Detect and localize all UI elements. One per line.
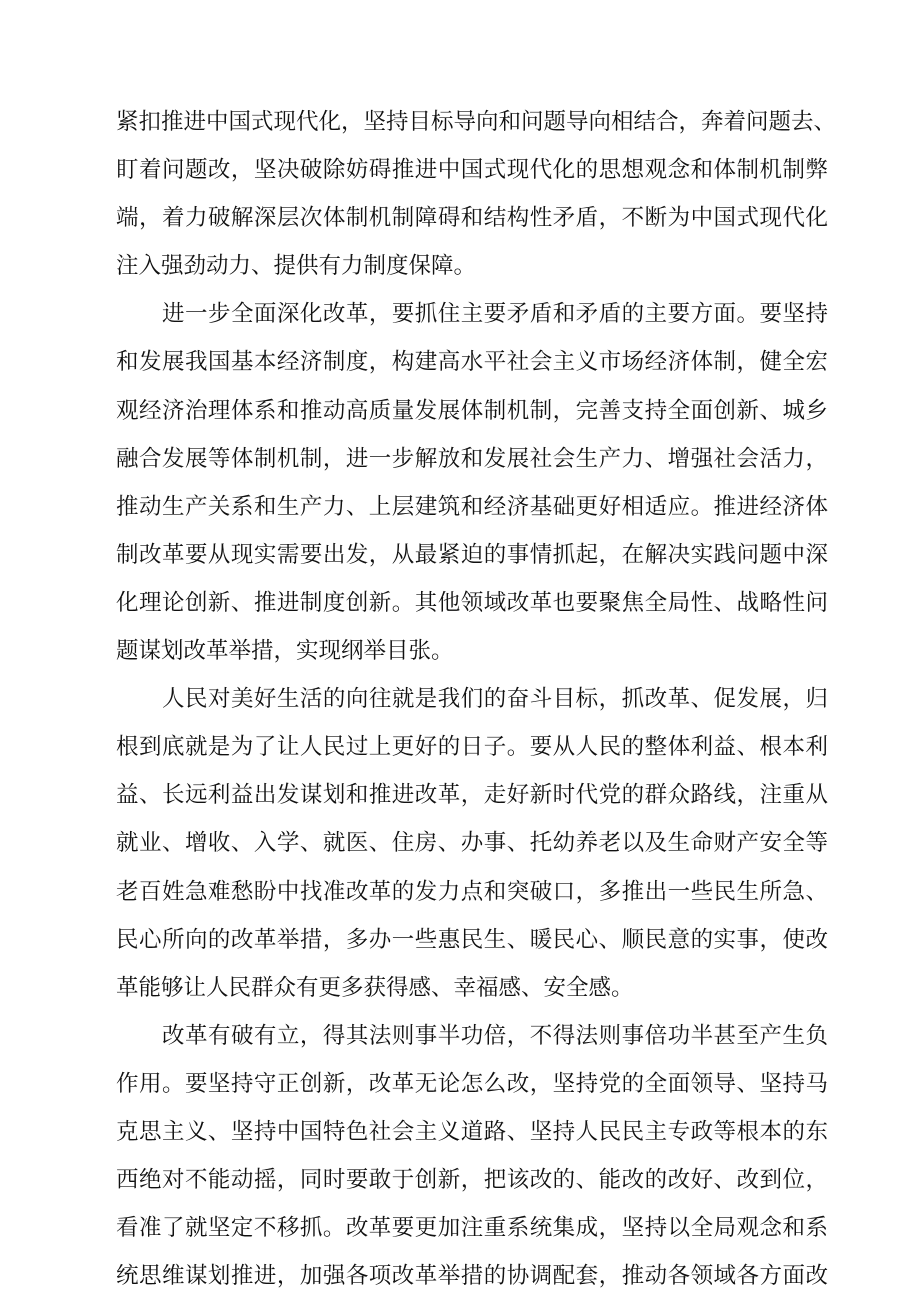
text-line: 益、长远利益出发谋划和推进改革，走好新时代党的群众路线，注重从 (116, 782, 828, 809)
text-line: 融合发展等体制机制，进一步解放和发展社会生产力、增强社会活力， (116, 445, 828, 472)
text-line: 看准了就坚定不移抓。改革要更加注重系统集成，坚持以全局观念和系 (116, 1215, 828, 1242)
paragraph-1 (116, 98, 837, 290)
text-line: 改革有破有立，得其法则事半功倍，不得法则事倍功半甚至产生负 (162, 1022, 828, 1049)
paragraph-3 (116, 675, 828, 1012)
text-line: 制改革要从现实需要出发，从最紧迫的事情抓起，在解决实践问题中深 (116, 541, 828, 568)
text-line: 进一步全面深化改革，要抓住主要矛盾和矛盾的主要方面。要坚持 (162, 301, 828, 328)
text-line: 题谋划改革举措，实现纲举目张。 (116, 638, 454, 665)
text-line: 就业、增收、入学、就医、住房、办事、托幼养老以及生命财产安全等 (116, 830, 828, 857)
paragraph-4 (116, 1012, 828, 1301)
paragraph-2 (116, 290, 828, 675)
text-line: 老百姓急难愁盼中找准改革的发力点和突破口，多推出一些民生所急、 (116, 878, 828, 905)
text-line: 端，着力破解深层次体制机制障碍和结构性矛盾，不断为中国式现代化 (116, 205, 828, 232)
text-line: 作用。要坚持守正创新，改革无论怎么改，坚持党的全面领导、坚持马 (116, 1070, 828, 1097)
text-line: 统思维谋划推进，加强各项改革举措的协调配套，推动各领域各方面改 (116, 1263, 828, 1290)
text-line: 和发展我国基本经济制度，构建高水平社会主义市场经济体制，健全宏 (116, 349, 828, 376)
text-line: 盯着问题改，坚决破除妨碍推进中国式现代化的思想观念和体制机制弊 (116, 157, 828, 184)
text-line: 人民对美好生活的向往就是我们的奋斗目标，抓改革、促发展，归 (162, 686, 828, 713)
text-line: 民心所向的改革举措，多办一些惠民生、暖民心、顺民意的实事，使改 (116, 926, 828, 953)
text-line: 西绝对不能动摇，同时要敢于创新，把该改的、能改的改好、改到位， (116, 1167, 828, 1194)
text-line: 克思主义、坚持中国特色社会主义道路、坚持人民民主专政等根本的东 (116, 1118, 828, 1145)
text-line: 推动生产关系和生产力、上层建筑和经济基础更好相适应。推进经济体 (116, 493, 828, 520)
text-line: 观经济治理体系和推动高质量发展体制机制，完善支持全面创新、城乡 (116, 397, 828, 424)
text-line: 注入强劲动力、提供有力制度保障。 (116, 253, 477, 280)
text-line: 紧扣推进中国式现代化，坚持目标导向和问题导向相结合，奔着问题去、 (116, 109, 837, 135)
text-line: 化理论创新、推进制度创新。其他领域改革也要聚焦全局性、战略性问 (116, 589, 828, 616)
text-line: 根到底就是为了让人民过上更好的日子。要从人民的整体利益、根本利 (116, 734, 828, 761)
document-body (116, 98, 837, 1300)
text-line: 革能够让人民群众有更多获得感、幸福感、安全感。 (116, 974, 634, 1001)
